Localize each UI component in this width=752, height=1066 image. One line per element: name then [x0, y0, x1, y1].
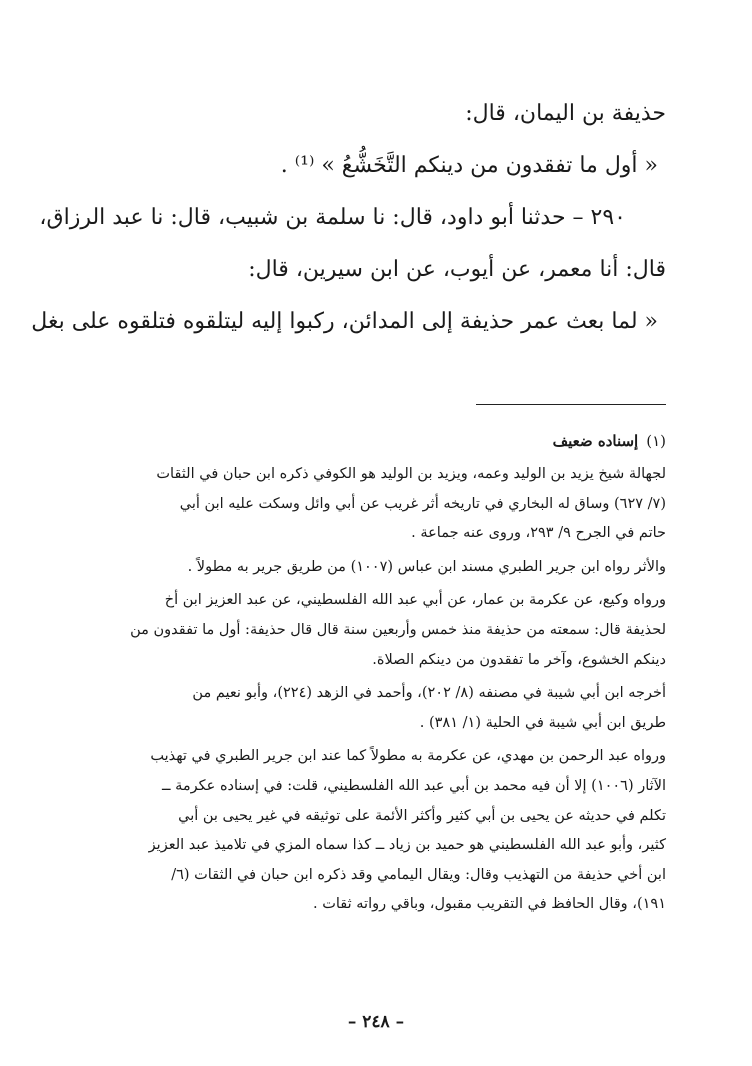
- main-line: قال: أنا معمر، عن أيوب، عن ابن سيرين، قال:: [248, 257, 666, 282]
- footnote-line: ورواه عبد الرحمن بن مهدي، عن عكرمة به مطولاً كما عند ابن جرير الطبري في تهذيب: [150, 748, 666, 765]
- footnote-line: ورواه وكيع، عن عكرمة بن عمار، عن أبي عبد الله الفلسطيني، عن عبد العزيز ابن أخ: [164, 592, 666, 609]
- footnote-line: حاتم في الجرح ٩/ ٢٩٣، وروى عنه جماعة .: [411, 525, 666, 542]
- footnote-line: ابن أخي حذيفة من التهذيب وقال: ويقال اليمامي وقد ذكره ابن حبان في الثقات (٦/: [171, 866, 666, 883]
- hadith-290-line: ٢٩٠ – حدثنا أبو داود، قال: نا سلمة بن شبيب، قال: نا عبد الرزاق،: [39, 205, 626, 230]
- footnote-line: دينكم الخشوع، وآخر ما تفقدون من دينكم الصلاة.: [372, 651, 666, 668]
- main-line-quote: « أول ما تفقدون من دينكم التَّخَشُّعُ » ⁽¹⁾ .: [280, 153, 658, 178]
- page-number: – ٢٤٨ –: [347, 1012, 405, 1032]
- main-text: [31, 88, 666, 348]
- main-line: حذيفة بن اليمان، قال:: [465, 101, 666, 126]
- main-line-quote: « لما بعث عمر حذيفة إلى المدائن، ركبوا إليه ليتلقوه فتلقوه على بغل: [31, 309, 658, 334]
- footnote-line: طريق ابن أبي شيبة في الحلية (١/ ٣٨١) .: [419, 714, 666, 731]
- footnote-line: ١٩١)، وقال الحافظ في التقريب مقبول، وباقي رواته ثقات .: [313, 896, 666, 913]
- footnote-divider: [476, 404, 666, 405]
- footnote-line: والأثر رواه ابن جرير الطبري مسند ابن عباس (١٠٠٧) من طريق جرير به مطولاً .: [187, 558, 666, 575]
- footnote-line: لحذيفة قال: سمعته من حذيفة منذ خمس وأربعين سنة قال قال حذيفة: أول ما تفقدون من: [130, 621, 666, 638]
- footnote-line: الآثار (١٠٠٦) إلا أن فيه محمد بن أبي عبد الله الفلسطيني، قلت: في إسناده عكرمة ــ: [162, 777, 666, 794]
- footnote-line: كثير، وأبو عبد الله الفلسطيني هو حميد بن زياد ــ كذا سماه المزي في تلاميذ عبد العزيز: [148, 837, 666, 854]
- footnote-line: (٧/ ٦٢٧) وساق له البخاري في تاريخه أثر غريب عن أبي وائل وسكت عليه ابن أبي: [179, 495, 666, 512]
- footnotes: [110, 426, 666, 920]
- footnote-number: (١): [646, 432, 666, 450]
- footnote-heading: [110, 426, 666, 456]
- footnote-line: أخرجه ابن أبي شيبة في مصنفه (٨/ ٢٠٢)، وأحمد في الزهد (٢٢٤)، وأبو نعيم من: [192, 685, 666, 702]
- footnote-line: لجهالة شيخ يزيد بن الوليد وعمه، ويزيد بن الوليد هو الكوفي ذكره ابن حبان في الثقات: [156, 466, 666, 482]
- footnote-title: إسناده ضعيف: [552, 432, 639, 450]
- footnote-line: تكلم في حديثه عن يحيى بن أبي كثير وأكثر الأئمة على توثيقه في غير يحيى بن أبي: [178, 807, 666, 824]
